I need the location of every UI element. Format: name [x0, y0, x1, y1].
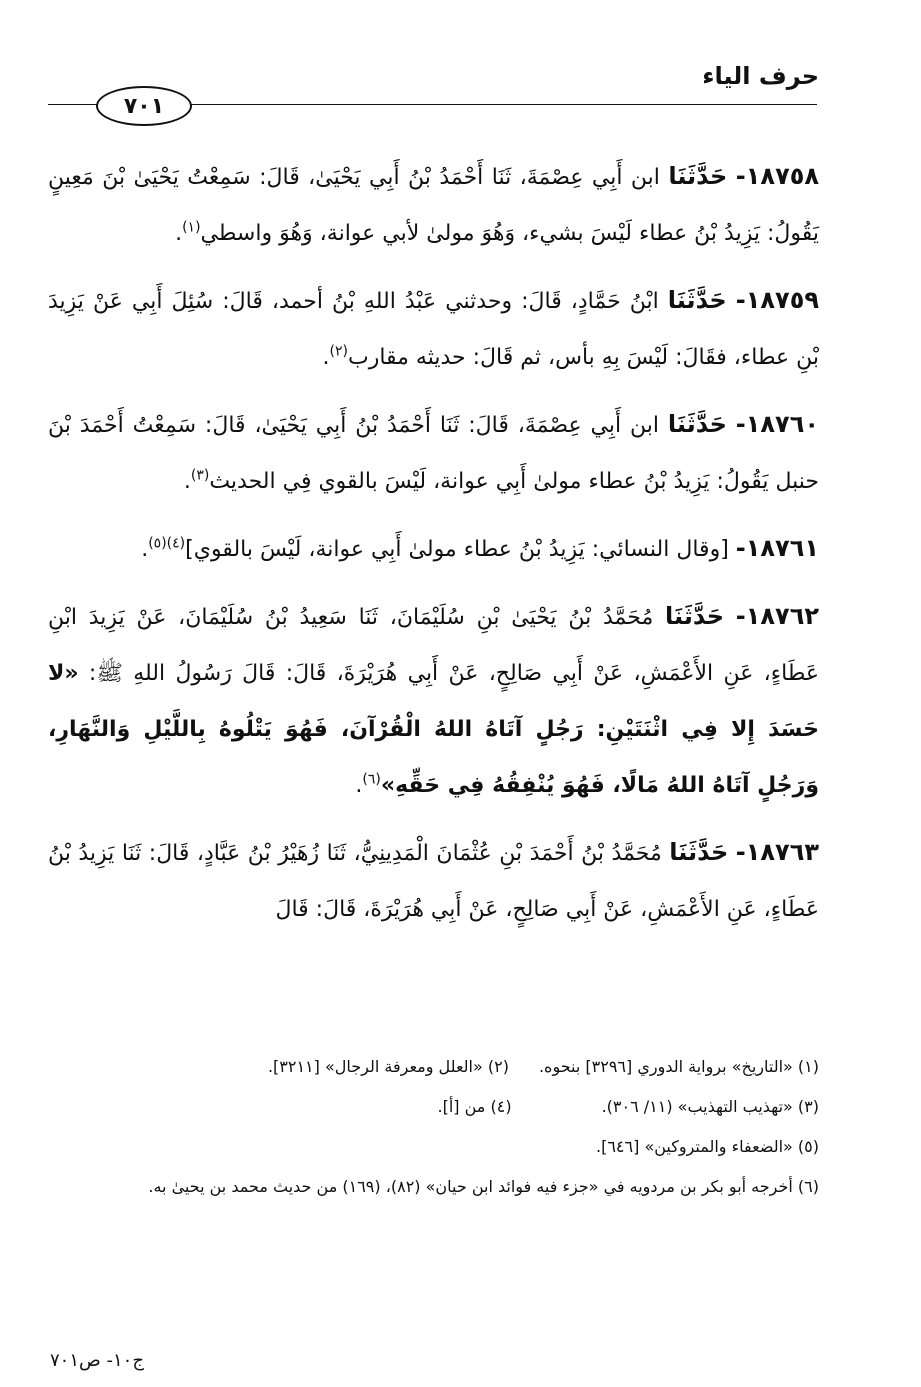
- footnote-marker: (٥): [797, 1137, 819, 1156]
- entry-text: ابن أَبِي عِصْمَةَ، ثَنَا أَحْمَدُ بْنُ أَبِي يَحْيَىٰ، قَالَ: سَمِعْتُ يَحْيَىٰ بْنَ مَعِينٍ يَقُولُ: يَزِيدُ بْنُ عطاء لَيْسَ بشيء، وَهُوَ مولىٰ لأبي عوانة، وَهُوَ واسطي: [48, 165, 819, 246]
- entry-end: .: [175, 221, 183, 246]
- footnote-ref: (٣): [190, 467, 210, 484]
- page-footer: ج١٠- ص٧٠١: [50, 1350, 144, 1371]
- entry-lead: حَدَّثَنَا: [667, 410, 727, 438]
- footnote-text: «العلل ومعرفة الرجال» [٣٢١١].: [267, 1057, 483, 1076]
- body-text: [48, 148, 819, 948]
- footnote-row: [48, 1092, 819, 1122]
- footnote-3: [602, 1092, 819, 1122]
- footnote-marker: (٢): [487, 1057, 509, 1076]
- footnote-text: من [أ].: [437, 1097, 486, 1116]
- entry-18759: [48, 272, 819, 386]
- footnote-row: [48, 1052, 819, 1082]
- entry-number: ١٨٧٦٢-: [735, 602, 819, 630]
- footnote-row: [48, 1172, 819, 1202]
- entry-text: ابن أَبِي عِصْمَةَ، قَالَ: ثَنَا أَحْمَدُ بْنُ أَبِي يَحْيَىٰ، قَالَ: سَمِعْتُ أَحْمَدَ بْنَ حنبل يَقُولُ: يَزِيدُ بْنُ عطاء مولىٰ أَبِي عوانة، لَيْسَ بالقوي فِي الحديث: [48, 413, 819, 494]
- page-number-badge: [96, 86, 192, 126]
- footnote-ref: (١): [182, 219, 201, 236]
- entry-number: ١٨٧٥٩-: [735, 286, 819, 314]
- footnote-5: [596, 1132, 819, 1162]
- footnotes: [48, 1052, 819, 1212]
- footnote-1: [539, 1052, 819, 1082]
- footnote-ref: (٤)(٥): [148, 535, 186, 552]
- footnote-text: «تهذيب التهذيب» (١١/ ٣٠٦).: [601, 1097, 793, 1116]
- footnote-text: «الضعفاء والمتروكين» [٦٤٦].: [596, 1137, 793, 1156]
- entry-text: [وقال النسائي: يَزِيدُ بْنُ عطاء مولىٰ أَبِي عوانة، لَيْسَ بالقوي]: [185, 537, 729, 562]
- entry-lead: حَدَّثَنَا: [665, 602, 724, 630]
- entry-end: .: [355, 773, 363, 798]
- footnote-ref: (٢): [329, 343, 348, 360]
- entry-end: .: [183, 469, 191, 494]
- entry-number: ١٨٧٦١-: [735, 534, 819, 562]
- entry-18763: [48, 824, 819, 938]
- footnote-marker: (٦): [797, 1177, 819, 1196]
- footnote-marker: (١): [797, 1057, 819, 1076]
- footnote-6: [148, 1172, 819, 1202]
- footnote-4: [438, 1092, 512, 1122]
- footnote-row: [48, 1132, 819, 1162]
- footnote-marker: (٣): [797, 1097, 819, 1116]
- entry-18762: [48, 588, 819, 814]
- entry-text: مُحَمَّدُ بْنُ أَحْمَدَ بْنِ عُثْمَانَ الْمَدِينِيُّ، ثَنَا زُهَيْرُ بْنُ عَبَّادٍ، قَالَ: ثَنَا يَزِيدُ بْنُ عَطَاءٍ، عَنِ الأَعْمَشِ، عَنْ أَبِي صَالِحٍ، عَنْ أَبِي هُرَيْرَةَ، قَالَ: قَالَ: [48, 841, 819, 922]
- hadith-quote: «لا حَسَدَ إِلا فِي اثْنَتَيْنِ: رَجُلٍ آتَاهُ اللهُ الْقُرْآنَ، فَهُوَ يَتْلُوهُ بِاللَّيْلِ وَالنَّهَارِ، وَرَجُلٍ آتَاهُ اللهُ مَالًا، فَهُوَ يُنْفِقُهُ فِي حَقِّهِ»: [48, 661, 819, 798]
- page-number: ٧٠١: [123, 93, 165, 119]
- entry-lead: حَدَّثَنَا: [668, 162, 728, 190]
- entry-text: مُحَمَّدُ بْنُ يَحْيَىٰ بْنِ سُلَيْمَانَ، ثَنَا سَعِيدُ بْنُ سُلَيْمَانَ، عَنْ يَزِيدَ ابْنِ عَطَاءٍ، عَنِ الأَعْمَشِ، عَنْ أَبِي صَالِحٍ، عَنْ أَبِي هُرَيْرَةَ، قَالَ: قَالَ رَسُولُ اللهِ ﷺ:: [48, 605, 819, 686]
- entry-text: ابْنُ حَمَّادٍ، قَالَ: وحدثني عَبْدُ اللهِ بْنُ أحمد، قَالَ: سُئِلَ أَبِي عَنْ يَزِيدَ بْنِ عطاء، فقَالَ: لَيْسَ بِهِ بأس، ثم قَالَ: حديثه مقارب: [48, 289, 819, 370]
- footnote-text: أخرجه أبو بكر بن مردويه في «جزء فيه فوائد ابن حيان» (٨٢)، (١٦٩) من حديث محمد بن يحيىٰ به.: [148, 1177, 793, 1196]
- entry-18758: [48, 148, 819, 262]
- entry-number: ١٨٧٥٨-: [735, 162, 820, 190]
- footnote-2: [268, 1052, 509, 1082]
- footnote-ref: (٦): [362, 771, 381, 788]
- entry-lead: حَدَّثَنَا: [669, 838, 729, 866]
- entry-lead: حَدَّثَنَا: [667, 286, 727, 314]
- running-header: حرف الياء: [702, 62, 819, 90]
- footnote-text: «التاريخ» برواية الدوري [٣٢٩٦] بنحوه.: [538, 1057, 793, 1076]
- entry-18761: [48, 520, 819, 578]
- entry-number: ١٨٧٦٣-: [735, 838, 819, 866]
- entry-end: .: [141, 537, 149, 562]
- entry-end: .: [322, 345, 330, 370]
- entry-number: ١٨٧٦٠-: [735, 410, 819, 438]
- entry-18760: [48, 396, 819, 510]
- footnote-marker: (٤): [490, 1097, 512, 1116]
